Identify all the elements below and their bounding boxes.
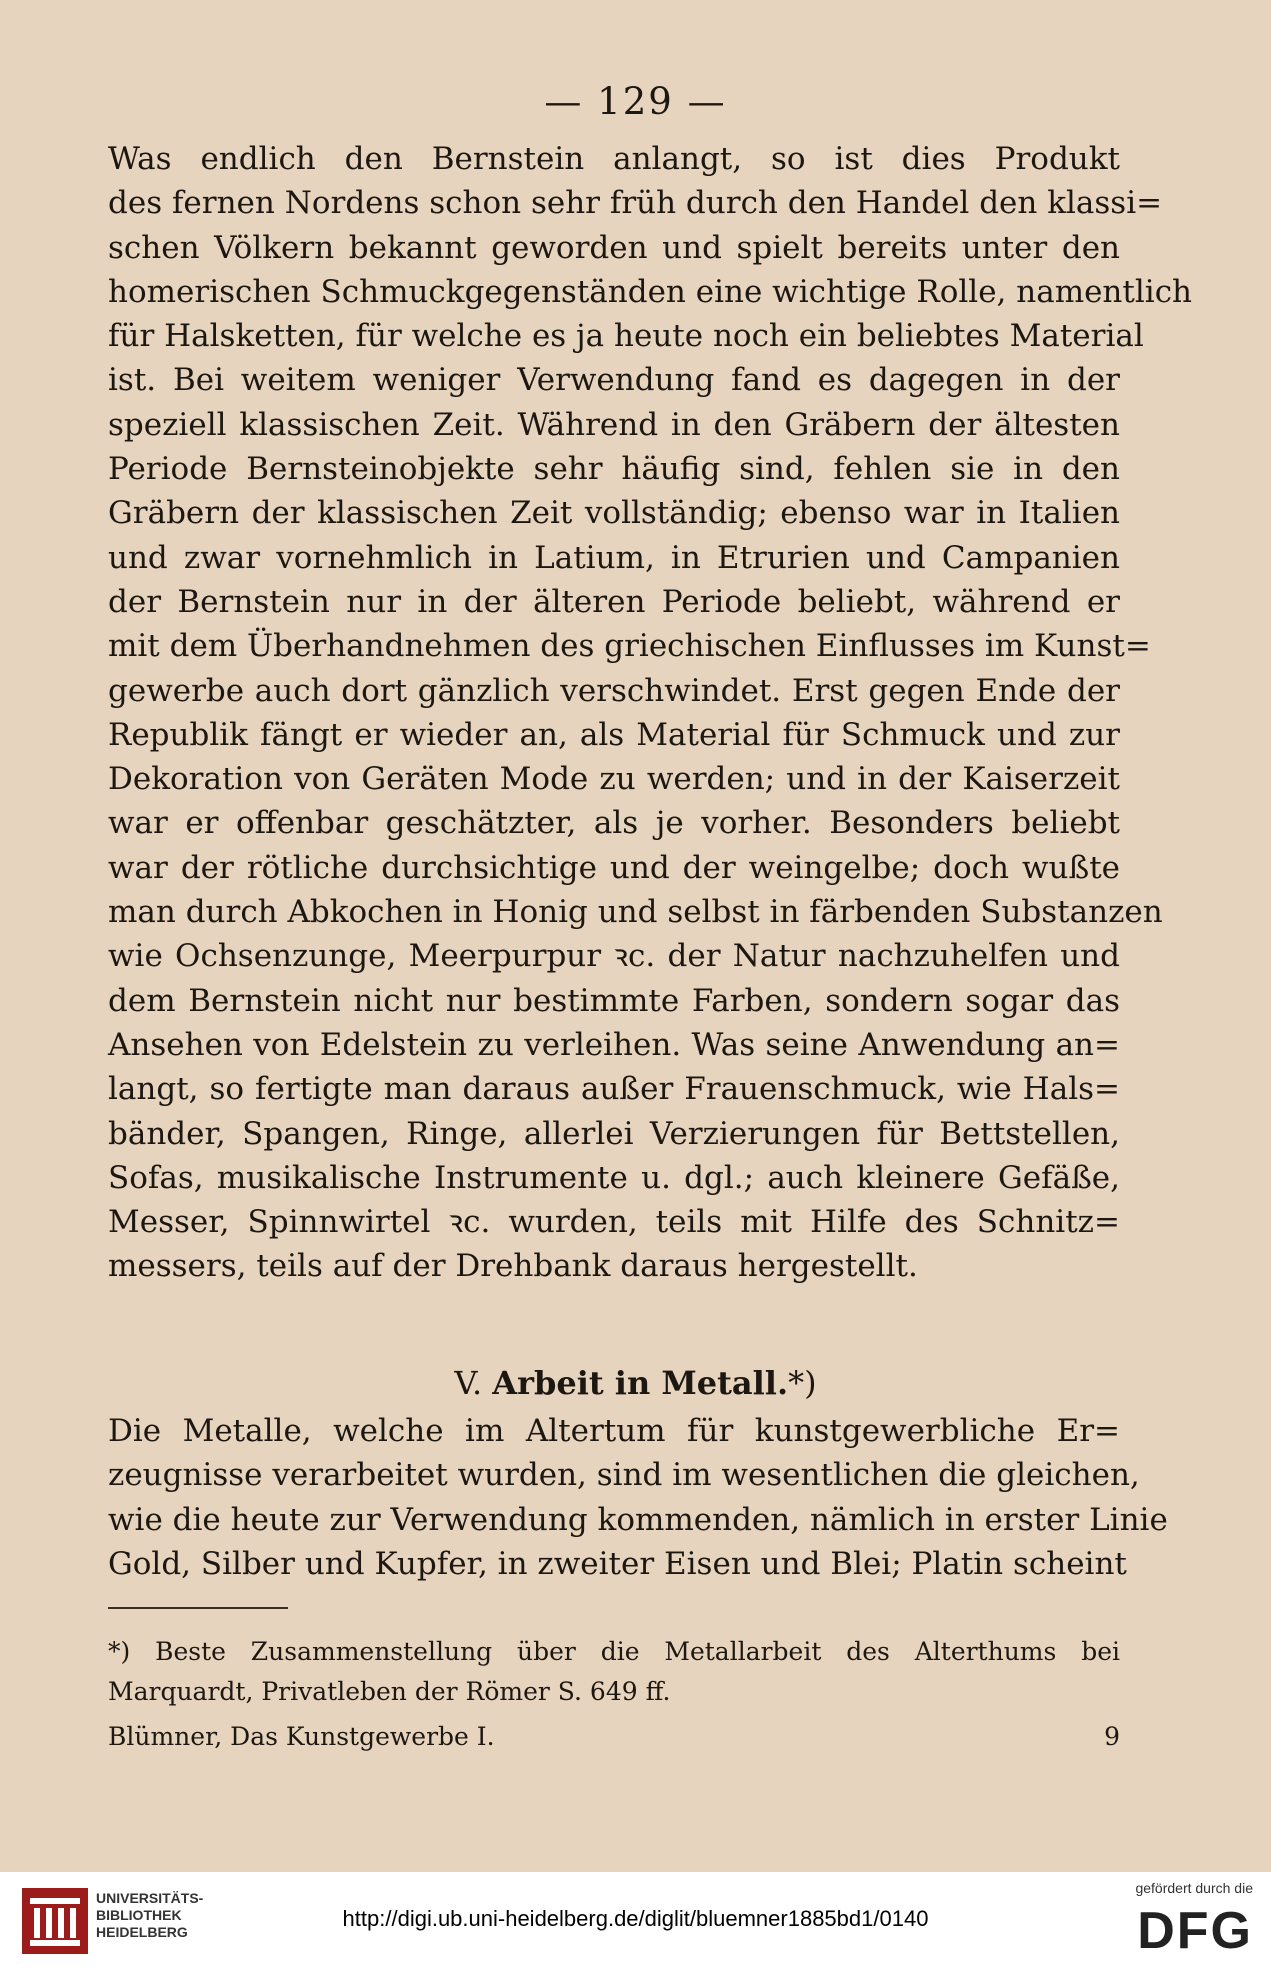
text-line: Gold, Silber und Kupfer, in zweiter Eisen und Blei; Platin scheint <box>108 1545 1127 1582</box>
funding-caption: gefördert durch die <box>1135 1880 1253 1896</box>
text-line: dem Bernstein nicht nur bestimmte Farben, sondern sogar das <box>108 982 1120 1019</box>
text-line: homerischen Schmuckgegenständen eine wichtige Rolle, namentlich <box>108 273 1193 310</box>
section-heading <box>0 1360 1271 1406</box>
body-text <box>108 137 1193 1289</box>
text-line: und zwar vornehmlich in Latium, in Etrurien und Campanien <box>108 539 1120 576</box>
library-name-line: UNIVERSITÄTS- <box>96 1890 204 1906</box>
text-line: bänder, Spangen, Ringe, allerlei Verzierungen für Bettstellen, <box>108 1115 1120 1152</box>
text-line: war der rötliche durchsichtige und der weingelbe; doch wußte <box>108 849 1120 886</box>
text-line: Messer, Spinnwirtel ꝛc. wurden, teils mit Hilfe des Schnitz= <box>108 1204 1120 1241</box>
text-line: wie die heute zur Verwendung kommenden, nämlich in erster Linie <box>108 1501 1168 1538</box>
footnote <box>108 1632 1120 1712</box>
text-line: Sofas, musikalische Instrumente u. dgl.; auch kleinere Gefäße, <box>108 1159 1120 1196</box>
text-line: Ansehen von Edelstein zu verleihen. Was seine Anwendung an= <box>108 1026 1120 1063</box>
library-name-line: HEIDELBERG <box>96 1924 188 1940</box>
page-number: — 129 — <box>544 80 727 123</box>
text-line: ist. Bei weitem weniger Verwendung fand es dagegen in der <box>108 362 1120 399</box>
text-line: Was endlich den Bernstein anlangt, so ist dies Produkt <box>108 141 1120 177</box>
text-line: langt, so fertigte man daraus außer Frauenschmuck, wie Hals= <box>108 1071 1120 1108</box>
text-line: gewerbe auch dort gänzlich verschwindet. Erst gegen Ende der <box>108 672 1120 709</box>
text-line: Republik fängt er wieder an, als Material für Schmuck und zur <box>108 716 1120 753</box>
text-line: für Halsketten, für welche es ja heute noch ein beliebtes Material <box>108 318 1144 355</box>
permalink-url[interactable]: http://digi.ub.uni-heidelberg.de/diglit/bluemner1885bd1/0140 <box>342 1906 929 1931</box>
footnote-divider <box>108 1607 288 1609</box>
text-line: Gräbern der klassischen Zeit vollständig; ebenso war in Italien <box>108 495 1120 532</box>
library-name-line: BIBLIOTHEK <box>96 1907 182 1923</box>
text-line: des fernen Nordens schon sehr früh durch den Handel den klassi= <box>108 185 1163 222</box>
text-line: zeugnisse verarbeitet wurden, sind im wesentlichen die gleichen, <box>108 1457 1140 1494</box>
viewer-footer <box>0 1872 1271 1968</box>
text-line: der Bernstein nur in der älteren Periode beliebt, während er <box>108 583 1120 620</box>
text-line: Periode Bernsteinobjekte sehr häufig sind, fehlen sie in den <box>108 451 1120 488</box>
body-text-continued <box>108 1409 1168 1586</box>
section-title: Arbeit in Metall. <box>492 1364 789 1402</box>
text-line: messers, teils auf der Drehbank daraus hergestellt. <box>108 1248 918 1285</box>
text-line: man durch Abkochen in Honig und selbst in färbenden Substanzen <box>108 894 1163 931</box>
signature-line <box>108 1719 1120 1755</box>
text-line: Dekoration von Geräten Mode zu werden; und in der Kaiserzeit <box>108 761 1120 798</box>
text-line: mit dem Überhandnehmen des griechischen Einflusses im Kunst= <box>108 628 1151 665</box>
dfg-logo: DFG <box>1137 1902 1253 1960</box>
footnote-marker: *) <box>788 1364 817 1402</box>
text-line: war er offenbar geschätzter, als je vorher. Besonders beliebt <box>108 805 1120 842</box>
text-line: *) Beste Zusammenstellung über die Metallarbeit des Alterthums bei <box>108 1637 1120 1666</box>
section-numeral: V. <box>454 1364 483 1402</box>
text-line: schen Völkern bekannt geworden und spielt bereits unter den <box>108 229 1120 266</box>
text-line: speziell klassischen Zeit. Während in den Gräbern der ältesten <box>108 406 1120 443</box>
text-line: wie Ochsenzunge, Meerpurpur ꝛc. der Natur nachzuhelfen und <box>108 938 1120 975</box>
text-line: Die Metalle, welche im Altertum für kunstgewerbliche Er= <box>108 1413 1120 1449</box>
text-line: Marquardt, Privatleben der Römer S. 649 ff. <box>108 1677 671 1706</box>
signature-mark: 9 <box>1104 1722 1120 1751</box>
signature-title: Blümner, Das Kunstgewerbe I. <box>108 1722 495 1751</box>
